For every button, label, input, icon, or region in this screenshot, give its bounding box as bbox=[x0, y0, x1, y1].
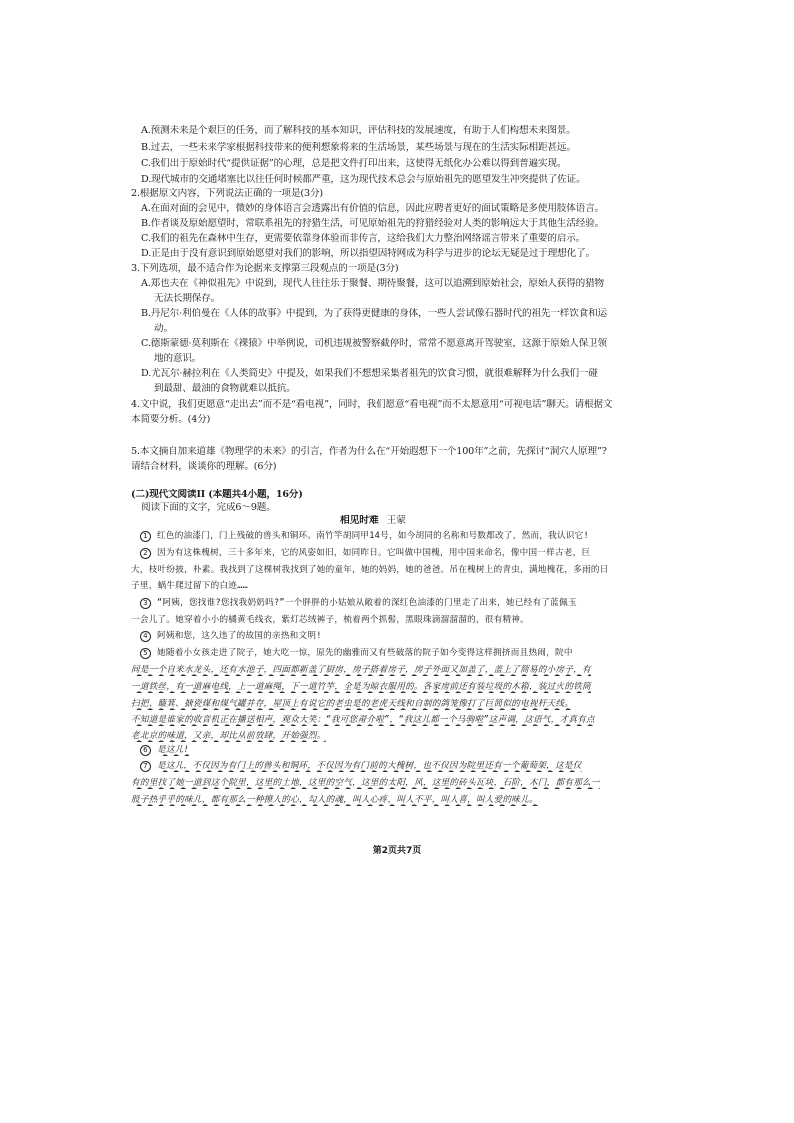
q1-option-d: D.现代城市的交通堵塞比以往任何时候都严重，这为现代技术总会与原始祖先的愿望发生冲突提供了佐证。 bbox=[141, 174, 586, 185]
marked-line-1: 间是一个自来水龙头，还有水池子，四面都新盖了厨房，房子搭着房子，房子外面又加盖了，盖上了简易的小房子，有 bbox=[131, 665, 591, 675]
paragraph-3: 3 “阿姨，您找谁?您找我奶奶吗?”一个胖胖的小姑娘从敞着的深红色油漆的门里走了出来，她已经有了蓝佩玉 bbox=[140, 597, 620, 609]
paragraph-6: 6 是这儿! bbox=[140, 744, 620, 756]
q3-option-b-cont: 动。 bbox=[154, 323, 173, 334]
paragraph-7: 7 是这儿，不仅因为有门上的兽头和铜环，不仅因为有门前的大槐树，也不仅因为院里还有一个葡萄架，这是仅 bbox=[140, 760, 620, 772]
paragraph-number: 7 bbox=[140, 761, 151, 772]
q1-option-b: B.过去，一些未来学家根据科技带来的便利想象将来的生活场景，某些场景与现在的生活实际相距甚远。 bbox=[141, 142, 576, 153]
q2-option-b: B.作者谈及原始愿望时，常联系祖先的狩猎生活，可见原始祖先的狩猎经验对人类的影响远大于其他生活经验。 bbox=[141, 218, 605, 229]
q2-stem: 2.根据原文内容，下列说法正确的一项是(3分) bbox=[131, 188, 323, 199]
paragraph-number: 6 bbox=[140, 745, 151, 756]
page-number: 第2页共7页 bbox=[372, 846, 422, 856]
q3-stem: 3.下列选项，最不适合作为论据来支撑第三段观点的一项是(3分) bbox=[131, 263, 399, 274]
paragraph-2: 2 因为有这株槐树，三十多年来，它的风姿如旧，如同昨日。它叫做中国槐，用中国来命名，像中国一样古老，巨 bbox=[140, 547, 620, 559]
marked-line-5: 老北京的味道，又亲，却比从前放肆，开始强烈。 bbox=[131, 731, 326, 741]
paragraph-3-line-2: 一会儿了。她穿着小小的橘黄毛线衣，紫灯芯绒裤子，梳着两个抓髻，黑眼珠滴溜溜溜的，很有精神。 bbox=[131, 615, 529, 625]
q5-line-2: 请结合材料，谈谈你的理解。(6分) bbox=[131, 461, 277, 472]
q2-option-a: A.在面对面的会见中，微妙的身体语言会透露出有价值的信息，因此应聘者更好的面试策略是多使用肢体语言。 bbox=[141, 203, 604, 214]
paragraph-number: 5 bbox=[140, 648, 151, 659]
article-author: 王蒙 bbox=[386, 515, 406, 526]
marked-line-3: 扫把、簸箕、搪瓷煤和煤气罐并存，屋顶上有说它的老虫是的老虎天线和自制的鸽笼像打了巨简似的电视杆天线。 bbox=[131, 699, 574, 709]
article-title-line bbox=[340, 515, 500, 527]
paragraph-4: 4 阿姨和您，这久违了的故国的亲热和文明! bbox=[140, 630, 620, 642]
paragraph-number: 1 bbox=[140, 531, 151, 542]
marked-line-4: 不知道是谁家的收音机正在播送相声，观众大笑：“我可您甭介啦”，“我这儿都一个马驹啦”这声调，这语气，才真有点 bbox=[131, 715, 595, 725]
q2-option-d: D.正是由于没有意识到原始愿望对我们的影响，所以指望因特网成为科学与进步的论坛无疑是过于理想化了。 bbox=[141, 248, 595, 259]
paragraph-7-line-2: 有的里找了她一道到这个院里，这里的土地，这里的空气，这里的太阳，风，这里的砖头瓦块，石阶，木门，都有那么一 bbox=[131, 778, 600, 788]
marked-line-2: 一道铁丝，有一道麻电线，上一道麻绳，下一道竹竿，全是为晾衣服用的。各家房前还有装垃圾的木箱，装过火的铁筒 bbox=[131, 682, 591, 692]
q4-line-1: 4.文中说，我们更愿意“走出去”而不是“看电视”，同时，我们愿意“看电视”而不太愿意用“可视电话”聊天。请根据文 bbox=[131, 399, 613, 410]
q3-option-d-cont: 到最甜、最油的食物就难以抵抗。 bbox=[154, 383, 296, 394]
q3-option-a-cont: 无法长期保存。 bbox=[154, 293, 221, 304]
q4-line-2: 本简要分析。(4分) bbox=[131, 414, 211, 425]
paragraph-number: 2 bbox=[140, 548, 151, 559]
q5-line-1: 5.本文摘自加来道雄《物理学的未来》的引言，作者为什么在“开始遐想下一个100年”之前，先探讨“洞穴人原理”? bbox=[131, 446, 607, 457]
q3-option-a: A.郑也夫在《神似祖先》中说到，现代人往往乐于聚餐、期待聚餐，这可以追溯到原始社会，原始人获得的猎物 bbox=[141, 278, 604, 289]
q3-option-c: C.德斯蒙德·莫利斯在《裸猿》中举例说，司机违规被警察截停时，常常不愿意离开驾驶室，这源于原始人保卫领 bbox=[141, 338, 607, 349]
section-heading: (二)现代文阅读II (本题共4小题，16分) bbox=[131, 489, 303, 500]
section-instruction: 阅读下面的文字，完成6～9题。 bbox=[141, 502, 276, 513]
q3-option-d: D.尤瓦尔·赫拉利在《人类简史》中提及，如果我们不想想采集者祖先的饮食习惯，就很难解释为什么我们一碰 bbox=[141, 368, 598, 379]
paragraph-2-line-2: 大，枝叶纷披，朴素。我找到了这棵树我找到了她的童年，她的妈妈，她的爸爸。吊在槐树上的青虫，满地槐花，多雨的日 bbox=[131, 565, 609, 575]
paragraph-number: 3 bbox=[140, 598, 151, 609]
paragraph-5: 5 她随着小女孩走进了院子，她大吃一惊，原先的幽雅而又有些破落的院子如今变得这样拥挤而且热闹，院中 bbox=[140, 647, 620, 659]
paragraph-number: 4 bbox=[140, 631, 151, 642]
q1-option-a: A.预测未来是个艰巨的任务，而了解科技的基本知识，评估科技的发展速度，有助于人们构想未来图景。 bbox=[141, 125, 576, 136]
q2-option-c: C.我们的祖先在森林中生存，更需要依靠身体验而非传言，这给我们大力整治网络谣言带来了重要的启示。 bbox=[141, 233, 586, 244]
paragraph-7-line-3: 股子热乎乎的味儿，都有那么一种撩人的心，勾人的魂，叫人心疼，叫人不平，叫人喜，叫人爱的味儿。 bbox=[131, 795, 538, 805]
paragraph-2-line-3: 子里，蜗牛爬过留下的白迹…… bbox=[131, 581, 248, 591]
q3-option-b: B.丹尼尔·利伯曼在《人体的故事》中提到，为了获得更健康的身体，一些人尝试像石器时代的祖先一样饮食和运 bbox=[141, 308, 607, 319]
q3-option-c-cont: 地的意识。 bbox=[154, 353, 202, 364]
paragraph-1: 1 红色的油漆门，门上残破的兽头和铜环。南竹竿胡同甲14号，如今胡同的名称和号数都改了，然而，我认识它! bbox=[140, 530, 620, 542]
article-title: 相见时难 bbox=[340, 515, 379, 526]
q1-option-c: C.我们出于原始时代“提供证据”的心理，总是把文件打印出来，这使得无纸化办公难以得到普遍实现。 bbox=[141, 158, 567, 169]
